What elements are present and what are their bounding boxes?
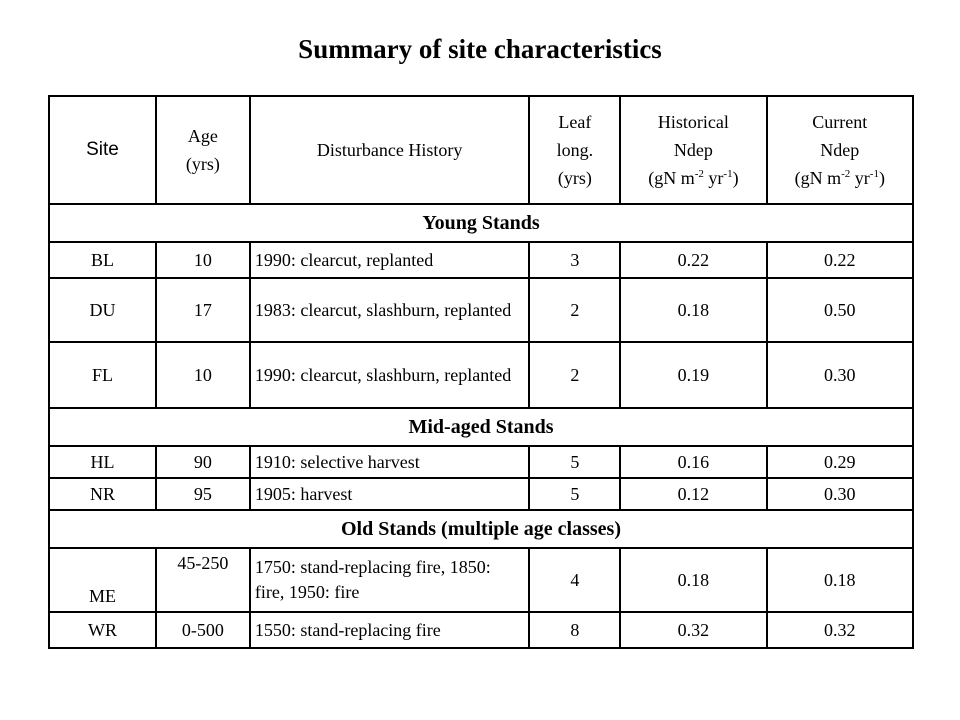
header-leaf-longevity [529, 96, 620, 204]
header-hist-unit [625, 164, 761, 192]
header-leaf-line3: (yrs) [557, 168, 592, 188]
header-leaf-line2: long. [556, 140, 594, 160]
cell-site: FL [49, 342, 156, 408]
header-row [49, 96, 913, 204]
section-row-mid [49, 408, 913, 446]
unit-exponent: -1 [723, 168, 733, 180]
table-row-wr [49, 612, 913, 648]
unit-part: (gN m [648, 168, 695, 188]
cell-hist-ndep: 0.19 [620, 342, 766, 408]
header-leaf-line1: Leaf [558, 112, 592, 132]
cell-site: HL [49, 446, 156, 478]
cell-leaf: 3 [529, 242, 620, 278]
cell-disturbance: 1983: clearcut, slashburn, replanted [250, 278, 530, 342]
cell-disturbance: 1990: clearcut, replanted [250, 242, 530, 278]
header-curr-line2: Ndep [820, 140, 860, 160]
cell-site: WR [49, 612, 156, 648]
header-age-line2: (yrs) [185, 154, 220, 174]
header-historical-ndep [620, 96, 766, 204]
cell-leaf: 8 [529, 612, 620, 648]
cell-disturbance: 1910: selective harvest [250, 446, 530, 478]
site-characteristics-table [48, 95, 914, 649]
cell-hist-ndep: 0.32 [620, 612, 766, 648]
cell-curr-ndep: 0.22 [767, 242, 913, 278]
unit-part: ) [878, 168, 885, 188]
page-title: Summary of site characteristics [298, 34, 662, 64]
unit-exponent: -1 [869, 168, 879, 180]
cell-curr-ndep: 0.50 [767, 278, 913, 342]
section-old-label: Old Stands (multiple age classes) [49, 510, 913, 548]
header-age-line1: Age [187, 126, 218, 146]
cell-hist-ndep: 0.18 [620, 548, 766, 612]
unit-part: (gN m [794, 168, 842, 188]
unit-exponent: -2 [694, 168, 704, 180]
cell-site: DU [49, 278, 156, 342]
cell-curr-ndep: 0.29 [767, 446, 913, 478]
section-mid-label: Mid-aged Stands [49, 408, 913, 446]
cell-curr-ndep: 0.30 [767, 478, 913, 510]
unit-part: yr [850, 168, 870, 188]
cell-leaf: 2 [529, 342, 620, 408]
section-row-young [49, 204, 913, 242]
unit-part: ) [732, 168, 739, 188]
cell-leaf: 2 [529, 278, 620, 342]
cell-curr-ndep: 0.30 [767, 342, 913, 408]
cell-age: 95 [156, 478, 250, 510]
cell-hist-ndep: 0.18 [620, 278, 766, 342]
unit-part: yr [703, 168, 724, 188]
cell-age: 10 [156, 342, 250, 408]
cell-hist-ndep: 0.22 [620, 242, 766, 278]
cell-leaf: 5 [529, 478, 620, 510]
cell-site: ME [49, 548, 156, 612]
cell-disturbance: 1990: clearcut, slashburn, replanted [250, 342, 530, 408]
header-current-ndep [767, 96, 913, 204]
cell-hist-ndep: 0.16 [620, 446, 766, 478]
table-row-nr [49, 478, 913, 510]
table-row-du [49, 278, 913, 342]
cell-age: 45-250 [156, 548, 250, 612]
section-row-old [49, 510, 913, 548]
table-row-hl [49, 446, 913, 478]
cell-hist-ndep: 0.12 [620, 478, 766, 510]
header-hist-line2: Ndep [673, 140, 713, 160]
cell-disturbance: 1905: harvest [250, 478, 530, 510]
table-row-me [49, 548, 913, 612]
cell-age: 10 [156, 242, 250, 278]
table-row-fl [49, 342, 913, 408]
cell-age: 90 [156, 446, 250, 478]
cell-curr-ndep: 0.18 [767, 548, 913, 612]
header-curr-line1: Current [812, 112, 868, 132]
cell-leaf: 5 [529, 446, 620, 478]
unit-exponent: -2 [841, 168, 851, 180]
header-curr-unit [772, 164, 908, 192]
table-row-bl [49, 242, 913, 278]
header-age [156, 96, 250, 204]
header-disturbance: Disturbance History [250, 96, 530, 204]
cell-disturbance: 1550: stand-replacing fire [250, 612, 530, 648]
cell-age: 17 [156, 278, 250, 342]
cell-disturbance: 1750: stand-replacing fire, 1850: fire, 1950: fire [250, 548, 530, 612]
cell-leaf: 4 [529, 548, 620, 612]
header-site: Site [49, 96, 156, 204]
cell-site: NR [49, 478, 156, 510]
cell-curr-ndep: 0.32 [767, 612, 913, 648]
section-young-label: Young Stands [49, 204, 913, 242]
header-hist-line1: Historical [657, 112, 729, 132]
cell-site: BL [49, 242, 156, 278]
cell-age: 0-500 [156, 612, 250, 648]
